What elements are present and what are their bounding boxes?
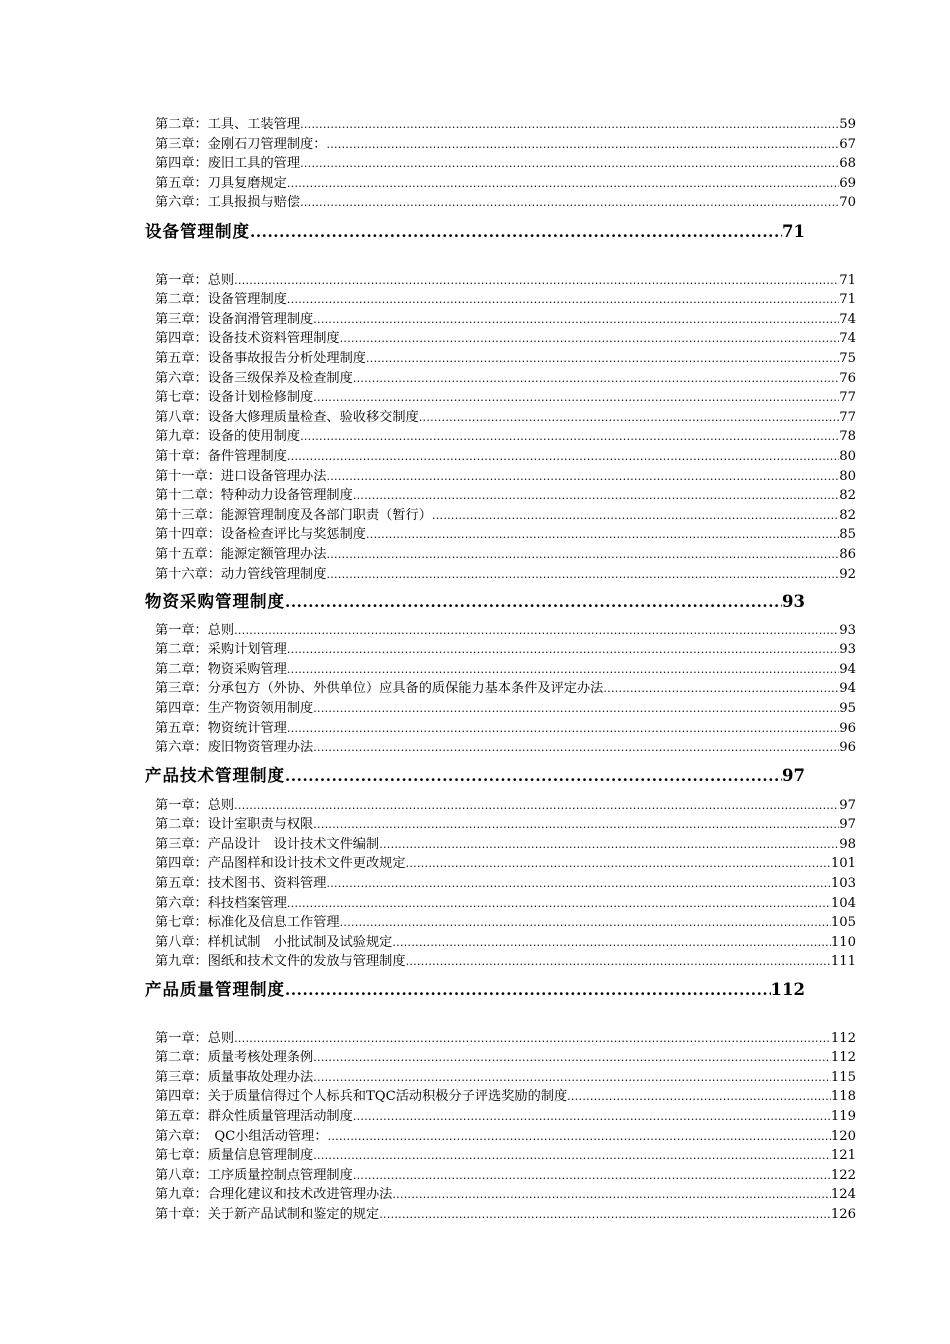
section-page: 93 xyxy=(782,592,805,611)
dot-leader xyxy=(250,219,782,245)
toc-entry[interactable] xyxy=(155,1205,856,1225)
dot-leader xyxy=(313,310,839,330)
toc-entry-page: 70 xyxy=(839,195,856,211)
toc-entry-page: 110 xyxy=(830,934,856,950)
toc-entry-page: 95 xyxy=(839,700,856,716)
toc-entry-label: 第三章：金刚石刀管理制度： xyxy=(155,136,327,152)
toc-entry-page: 85 xyxy=(839,527,856,543)
toc-entry-page: 94 xyxy=(839,661,856,677)
toc-entry[interactable] xyxy=(155,388,856,408)
toc-entry-label: 第九章：图纸和技术文件的发放与管理制度 xyxy=(155,954,406,970)
dot-leader xyxy=(285,763,782,789)
toc-entry[interactable] xyxy=(155,174,856,194)
section-title: 物资采购管理制度 xyxy=(145,592,285,611)
toc-entry-label: 第一章：总则 xyxy=(155,622,235,638)
toc-entry[interactable] xyxy=(155,894,856,914)
toc-entry-label: 第六章：工具报损与赔偿 xyxy=(155,195,301,211)
toc-entry-page: 76 xyxy=(839,370,856,386)
dot-leader xyxy=(234,621,839,641)
toc-entry-label: 第五章：刀具复磨规定 xyxy=(155,175,287,191)
toc-entry-label: 第八章：工序质量控制点管理制度 xyxy=(155,1167,353,1183)
toc-entry-page: 97 xyxy=(839,817,856,833)
dot-leader xyxy=(366,349,839,369)
toc-entry-label: 第十五章：能源定额管理办法 xyxy=(155,546,327,562)
toc-entry-page: 80 xyxy=(839,468,856,484)
toc-entry-page: 115 xyxy=(830,1069,856,1085)
dot-leader xyxy=(379,1205,831,1225)
toc-entry-label: 第五章：物资统计管理 xyxy=(155,720,287,736)
dot-leader xyxy=(392,933,830,953)
toc-entry-page: 124 xyxy=(830,1187,856,1203)
toc-entry[interactable] xyxy=(155,1166,856,1186)
toc-entry[interactable] xyxy=(155,290,856,310)
toc-entry-label: 第二章：采购计划管理 xyxy=(155,642,287,658)
toc-entry[interactable] xyxy=(155,369,856,389)
toc-entry[interactable] xyxy=(155,719,856,739)
toc-entry-label: 第六章：科技档案管理 xyxy=(155,895,287,911)
toc-entry-label: 第十章：备件管理制度 xyxy=(155,448,287,464)
toc-entry-page: 122 xyxy=(830,1167,856,1183)
dot-leader xyxy=(313,699,839,719)
toc-entry-page: 86 xyxy=(839,546,856,562)
dot-leader xyxy=(353,369,839,389)
section-title: 设备管理制度 xyxy=(145,222,250,241)
toc-entry[interactable] xyxy=(155,913,856,933)
dot-leader xyxy=(379,835,839,855)
toc-entry-page: 71 xyxy=(839,292,856,308)
toc-entry-label: 第四章：关于质量信得过个人标兵和TQC活动积极分子评选奖励的制度 xyxy=(155,1089,568,1105)
toc-entry-page: 105 xyxy=(830,915,856,931)
toc-entry-label: 第五章：设备事故报告分析处理制度 xyxy=(155,350,366,366)
toc-entry-label: 第十二章：特种动力设备管理制度 xyxy=(155,488,353,504)
section-page: 97 xyxy=(782,766,805,785)
toc-entry-label: 第一章：总则 xyxy=(155,272,235,288)
section-title: 产品质量管理制度 xyxy=(145,980,285,999)
dot-leader xyxy=(287,447,839,467)
dot-leader xyxy=(326,545,839,565)
toc-entry-label: 第二章：设备管理制度 xyxy=(155,292,287,308)
dot-leader xyxy=(328,1127,831,1147)
toc-entry-page: 74 xyxy=(839,311,856,327)
toc-section-heading[interactable] xyxy=(145,589,805,615)
toc-entry[interactable] xyxy=(155,154,856,174)
dot-leader xyxy=(419,408,839,428)
dot-leader xyxy=(313,388,839,408)
toc-entry-page: 78 xyxy=(839,429,856,445)
toc-entry-label: 第三章：分承包方（外协、外供单位）应具备的质保能力基本条件及评定办法 xyxy=(155,681,604,697)
toc-entry-label: 第八章：设备大修理质量检查、验收移交制度 xyxy=(155,409,419,425)
toc-entry-label: 第二章：工具、工装管理 xyxy=(155,117,301,132)
toc-entry-label: 第七章：标准化及信息工作管理 xyxy=(155,915,340,931)
dot-leader xyxy=(392,1185,830,1205)
toc-entry-page: 67 xyxy=(839,136,856,152)
toc-entry[interactable] xyxy=(155,854,856,874)
toc-entry[interactable] xyxy=(155,815,856,835)
toc-entry-label: 第三章：质量事故处理办法 xyxy=(155,1069,314,1085)
dot-leader xyxy=(432,506,839,526)
toc-section-heading[interactable] xyxy=(145,977,805,1003)
dot-leader xyxy=(406,854,831,874)
toc-entry-label: 第四章：废旧工具的管理 xyxy=(155,156,301,172)
toc-entry[interactable] xyxy=(155,640,856,660)
toc-entry[interactable] xyxy=(155,525,856,545)
toc-entry-label: 第三章：产品设计 设计技术文件编制 xyxy=(155,836,380,852)
dot-leader xyxy=(287,640,839,660)
toc-entry-page: 71 xyxy=(839,272,856,288)
toc-entry-page: 94 xyxy=(839,681,856,697)
toc-entry-page: 80 xyxy=(839,448,856,464)
dot-leader xyxy=(567,1087,831,1107)
toc-section-heading[interactable] xyxy=(145,219,805,245)
toc-entry[interactable] xyxy=(155,565,856,585)
toc-entry[interactable] xyxy=(155,115,856,135)
toc-entry-page: 75 xyxy=(839,350,856,366)
dot-leader xyxy=(340,329,840,349)
toc-entry[interactable] xyxy=(155,699,856,719)
toc-entry-label: 第十一章：进口设备管理办法 xyxy=(155,468,327,484)
toc-entry-page: 77 xyxy=(839,409,856,425)
toc-entry[interactable] xyxy=(155,1068,856,1088)
toc-entry[interactable] xyxy=(155,621,856,641)
dot-leader xyxy=(326,874,830,894)
toc-entry-label: 第六章：设备三级保养及检查制度 xyxy=(155,370,353,386)
dot-leader xyxy=(353,1107,831,1127)
toc-entry[interactable] xyxy=(155,1029,856,1049)
dot-leader xyxy=(406,952,831,972)
toc-entry-label: 第四章：设备技术资料管理制度 xyxy=(155,331,340,347)
toc-entry-page: 120 xyxy=(830,1128,856,1144)
dot-leader xyxy=(300,154,839,174)
toc-entry[interactable] xyxy=(155,506,856,526)
dot-leader xyxy=(285,589,782,615)
toc-entry[interactable] xyxy=(155,1087,856,1107)
dot-leader xyxy=(300,115,839,135)
toc-entry-page: 74 xyxy=(839,331,856,347)
dot-leader xyxy=(287,719,839,739)
toc-entry[interactable] xyxy=(155,271,856,291)
toc-entry-label: 第八章：样机试制 小批试制及试验规定 xyxy=(155,934,393,950)
toc-entry[interactable] xyxy=(155,310,856,330)
toc-entry[interactable] xyxy=(155,679,856,699)
toc-entry-page: 68 xyxy=(839,156,856,172)
toc-entry-page: 104 xyxy=(830,895,856,911)
toc-entry-page: 59 xyxy=(839,117,856,132)
toc-entry-page: 77 xyxy=(839,390,856,406)
toc-entry-label: 第三章：设备润滑管理制度 xyxy=(155,311,314,327)
toc-entry-page: 97 xyxy=(839,797,856,813)
dot-leader xyxy=(285,977,771,1003)
dot-leader xyxy=(287,660,839,680)
dot-leader xyxy=(366,525,839,545)
toc-entry[interactable] xyxy=(155,467,856,487)
dot-leader xyxy=(326,565,839,585)
toc-entry-page: 96 xyxy=(839,740,856,756)
toc-entry-label: 第二章：质量考核处理条例 xyxy=(155,1050,314,1066)
dot-leader xyxy=(313,1146,831,1166)
toc-entry-label: 第二章：物资采购管理 xyxy=(155,661,287,677)
toc-entry-label: 第十四章：设备检查评比与奖惩制度 xyxy=(155,527,366,543)
toc-entry-page: 96 xyxy=(839,720,856,736)
dot-leader xyxy=(340,913,831,933)
toc-entry-page: 126 xyxy=(830,1206,856,1222)
dot-leader xyxy=(353,1166,831,1186)
toc-entry-page: 93 xyxy=(839,642,856,658)
toc-entry-page: 111 xyxy=(830,954,856,970)
toc-entry-label: 第四章：产品图样和设计技术文件更改规定 xyxy=(155,856,406,872)
section-page: 71 xyxy=(782,222,805,241)
dot-leader xyxy=(234,271,839,291)
toc-entry-label: 第九章：设备的使用制度 xyxy=(155,429,301,445)
dot-leader xyxy=(287,894,831,914)
toc-entry-page: 92 xyxy=(839,566,856,582)
dot-leader xyxy=(313,1048,831,1068)
dot-leader xyxy=(313,738,839,758)
toc-entry-page: 82 xyxy=(839,507,856,523)
toc-entry-page: 112 xyxy=(830,1050,856,1066)
toc-entry-label: 第一章：总则 xyxy=(155,797,235,813)
toc-entry[interactable] xyxy=(155,1185,856,1205)
toc-entry[interactable] xyxy=(155,660,856,680)
toc-entry-page: 103 xyxy=(830,875,856,891)
toc-entry[interactable] xyxy=(155,193,856,213)
dot-leader xyxy=(287,174,839,194)
toc-entry-page: 118 xyxy=(830,1089,856,1105)
section-page: 112 xyxy=(770,980,805,999)
toc-entry-label: 第九章：合理化建议和技术改进管理办法 xyxy=(155,1187,393,1203)
toc-entry-page: 93 xyxy=(839,622,856,638)
dot-leader xyxy=(234,1029,831,1049)
dot-leader xyxy=(287,290,839,310)
dot-leader xyxy=(353,486,839,506)
section-title: 产品技术管理制度 xyxy=(145,766,285,785)
dot-leader xyxy=(603,679,839,699)
toc-entry[interactable] xyxy=(155,135,856,155)
toc-entry-label: 第七章：质量信息管理制度 xyxy=(155,1148,314,1164)
toc-entry[interactable] xyxy=(155,738,856,758)
toc-entry-label: 第十三章：能源管理制度及各部门职责（暂行） xyxy=(155,507,432,523)
toc-entry-page: 112 xyxy=(830,1030,856,1046)
toc-entry-label: 第二章：设计室职责与权限 xyxy=(155,817,314,833)
toc-entry[interactable] xyxy=(155,796,856,816)
toc-entry[interactable] xyxy=(155,835,856,855)
toc-entry-label: 第十章：关于新产品试制和鉴定的规定 xyxy=(155,1206,380,1222)
dot-leader xyxy=(326,467,839,487)
toc-entry-page: 119 xyxy=(830,1108,856,1124)
toc-entry-page: 98 xyxy=(839,836,856,852)
toc-section-heading[interactable] xyxy=(145,763,805,789)
dot-leader xyxy=(326,135,839,155)
toc-entry-label: 第七章：设备计划检修制度 xyxy=(155,390,314,406)
dot-leader xyxy=(313,815,839,835)
toc-entry[interactable] xyxy=(155,874,856,894)
toc-entry[interactable] xyxy=(155,427,856,447)
toc-entry-label: 第五章：群众性质量管理活动制度 xyxy=(155,1108,353,1124)
toc-entry[interactable] xyxy=(155,408,856,428)
toc-entry[interactable] xyxy=(155,545,856,565)
toc-entry-page: 121 xyxy=(830,1148,856,1164)
toc-entry[interactable] xyxy=(155,1048,856,1068)
toc-entry-page: 101 xyxy=(830,856,856,872)
toc-entry-label: 第四章：生产物资领用制度 xyxy=(155,700,314,716)
toc-entry-label: 第六章： QC小组活动管理： xyxy=(155,1128,328,1144)
toc-entry-page: 82 xyxy=(839,488,856,504)
toc-entry[interactable] xyxy=(155,1127,856,1147)
toc-entry-label: 第六章：废旧物资管理办法 xyxy=(155,740,314,756)
toc-entry[interactable] xyxy=(155,349,856,369)
toc-entry[interactable] xyxy=(155,329,856,349)
dot-leader xyxy=(313,1068,831,1088)
toc-entry[interactable] xyxy=(155,952,856,972)
toc-entry[interactable] xyxy=(155,1107,856,1127)
toc-entry-label: 第五章：技术图书、资料管理 xyxy=(155,875,327,891)
toc-entry[interactable] xyxy=(155,486,856,506)
toc-entry[interactable] xyxy=(155,1146,856,1166)
toc-entry-page: 69 xyxy=(839,175,856,191)
dot-leader xyxy=(300,193,839,213)
toc-entry-label: 第十六章：动力管线管理制度 xyxy=(155,566,327,582)
toc-entry-label: 第一章：总则 xyxy=(155,1030,235,1046)
toc-entry[interactable] xyxy=(155,933,856,953)
toc-entry[interactable] xyxy=(155,447,856,467)
dot-leader xyxy=(300,427,839,447)
dot-leader xyxy=(234,796,839,816)
